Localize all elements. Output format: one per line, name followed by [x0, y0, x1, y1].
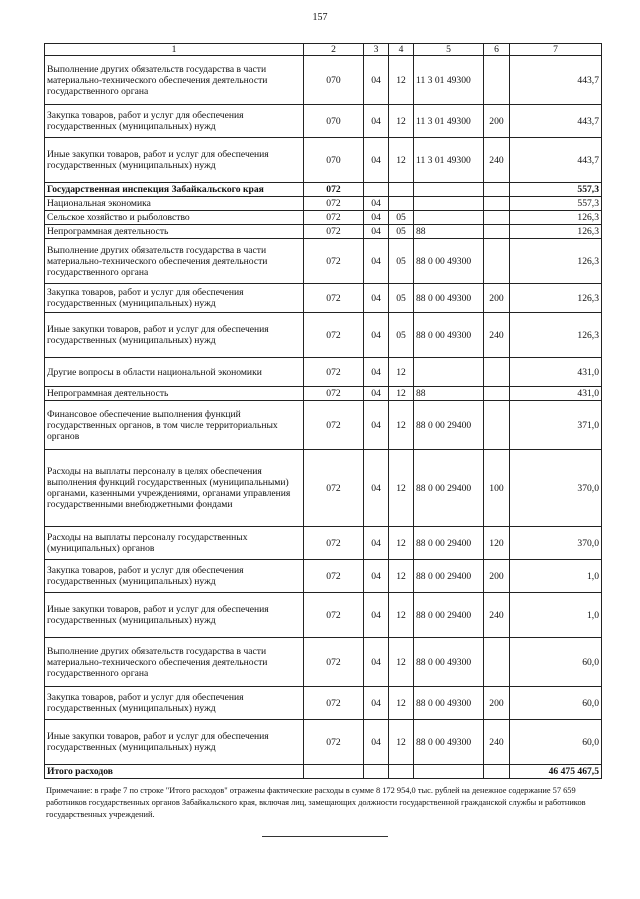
amount-cell: 60,0: [510, 720, 602, 765]
section-code-cell: 04: [364, 687, 389, 720]
subsection-code-cell: 12: [389, 450, 414, 527]
section-code-cell: 04: [364, 401, 389, 450]
amount-cell: 557,3: [510, 197, 602, 211]
expense-type-code-cell: 200: [484, 105, 510, 138]
department-code-cell: 070: [304, 105, 364, 138]
table-row: [45, 720, 602, 765]
amount-cell: 557,3: [510, 183, 602, 197]
expense-type-code-cell: 240: [484, 720, 510, 765]
subsection-code-cell: 12: [389, 720, 414, 765]
expense-type-code-cell: 200: [484, 284, 510, 313]
department-code-cell: 072: [304, 358, 364, 387]
table-row: [45, 183, 602, 197]
amount-cell: 431,0: [510, 387, 602, 401]
subsection-code-cell: 12: [389, 56, 414, 105]
expense-type-code-cell: [484, 358, 510, 387]
target-item-code-cell: [414, 197, 484, 211]
table-row: [45, 765, 602, 779]
expense-type-code-cell: [484, 387, 510, 401]
amount-cell: 60,0: [510, 687, 602, 720]
target-item-code-cell: 88 0 00 49300: [414, 638, 484, 687]
subsection-code-cell: 05: [389, 313, 414, 358]
expense-type-code-cell: 240: [484, 593, 510, 638]
subsection-code-cell: [389, 197, 414, 211]
expense-name-cell: Иные закупки товаров, работ и услуг для обеспечения государственных (муниципальных) нужд: [45, 313, 304, 358]
expense-type-code-cell: [484, 211, 510, 225]
table-row: [45, 138, 602, 183]
target-item-code-cell: 88: [414, 387, 484, 401]
section-code-cell: 04: [364, 593, 389, 638]
section-code-cell: 04: [364, 138, 389, 183]
expense-type-code-cell: 200: [484, 560, 510, 593]
table-row: [45, 358, 602, 387]
table-row: [45, 225, 602, 239]
table-row: [45, 687, 602, 720]
department-code-cell: 072: [304, 387, 364, 401]
target-item-code-cell: 88: [414, 225, 484, 239]
target-item-code-cell: 88 0 00 49300: [414, 239, 484, 284]
expenditure-table: [44, 43, 602, 779]
target-item-code-cell: 11 3 01 49300: [414, 56, 484, 105]
expense-name-cell: Расходы на выплаты персоналу в целях обеспечения выполнения функций государственных (муниципальными) органами, казенными учреждениями, органами управления государственными внебюджетными фондами: [45, 450, 304, 527]
amount-cell: 431,0: [510, 358, 602, 387]
department-code-cell: 072: [304, 183, 364, 197]
column-header: 2: [304, 44, 364, 56]
department-code-cell: 070: [304, 56, 364, 105]
table-row: [45, 284, 602, 313]
target-item-code-cell: 11 3 01 49300: [414, 105, 484, 138]
column-header: 1: [45, 44, 304, 56]
target-item-code-cell: 88 0 00 49300: [414, 720, 484, 765]
section-code-cell: 04: [364, 527, 389, 560]
target-item-code-cell: [414, 183, 484, 197]
section-code-cell: 04: [364, 211, 389, 225]
table-row: [45, 593, 602, 638]
expense-name-cell: Финансовое обеспечение выполнения функций государственных органов, в том числе территориальных органов: [45, 401, 304, 450]
subsection-code-cell: 12: [389, 527, 414, 560]
amount-cell: 126,3: [510, 225, 602, 239]
section-code-cell: 04: [364, 225, 389, 239]
section-code-cell: 04: [364, 197, 389, 211]
department-code-cell: 072: [304, 401, 364, 450]
column-header: 4: [389, 44, 414, 56]
target-item-code-cell: 88 0 00 29400: [414, 401, 484, 450]
amount-cell: 60,0: [510, 638, 602, 687]
department-code-cell: 072: [304, 687, 364, 720]
table-row: [45, 105, 602, 138]
expense-type-code-cell: [484, 638, 510, 687]
expense-type-code-cell: [484, 56, 510, 105]
expense-name-cell: Сельское хозяйство и рыболовство: [45, 211, 304, 225]
subsection-code-cell: 12: [389, 687, 414, 720]
column-header: 7: [510, 44, 602, 56]
subsection-code-cell: 12: [389, 593, 414, 638]
target-item-code-cell: 88 0 00 29400: [414, 527, 484, 560]
department-code-cell: 072: [304, 197, 364, 211]
table-row: [45, 211, 602, 225]
department-code-cell: 070: [304, 138, 364, 183]
expense-type-code-cell: [484, 401, 510, 450]
amount-cell: 443,7: [510, 56, 602, 105]
subsection-code-cell: 12: [389, 638, 414, 687]
subsection-code-cell: 05: [389, 225, 414, 239]
expense-name-cell: Закупка товаров, работ и услуг для обеспечения государственных (муниципальных) нужд: [45, 687, 304, 720]
expense-name-cell: Иные закупки товаров, работ и услуг для обеспечения государственных (муниципальных) нужд: [45, 593, 304, 638]
expense-name-cell: Непрограммная деятельность: [45, 225, 304, 239]
expense-name-cell: Иные закупки товаров, работ и услуг для обеспечения государственных (муниципальных) нужд: [45, 138, 304, 183]
separator-line: [262, 836, 388, 837]
subsection-code-cell: 05: [389, 239, 414, 284]
section-code-cell: 04: [364, 284, 389, 313]
department-code-cell: 072: [304, 720, 364, 765]
section-code-cell: [364, 765, 389, 779]
section-code-cell: 04: [364, 387, 389, 401]
subsection-code-cell: 05: [389, 284, 414, 313]
target-item-code-cell: [414, 211, 484, 225]
amount-cell: 443,7: [510, 105, 602, 138]
table-row: [45, 387, 602, 401]
amount-cell: 126,3: [510, 313, 602, 358]
subsection-code-cell: 05: [389, 211, 414, 225]
amount-cell: 1,0: [510, 560, 602, 593]
department-code-cell: 072: [304, 313, 364, 358]
footnote: Примечание: в графе 7 по строке "Итого расходов" отражены фактические расходы в сумме 8 172 954,0 тыс. рублей на денежное содержание 57 659 работников государственных органов Забайкальского края, включая лиц, замещающих должности государственной гражданской службы и работников государственных учреждений.: [46, 786, 586, 819]
expense-name-cell: Закупка товаров, работ и услуг для обеспечения государственных (муниципальных) нужд: [45, 284, 304, 313]
table-row: [45, 56, 602, 105]
department-code-cell: 072: [304, 239, 364, 284]
department-code-cell: 072: [304, 450, 364, 527]
subsection-code-cell: 12: [389, 358, 414, 387]
target-item-code-cell: [414, 765, 484, 779]
expense-name-cell: Непрограммная деятельность: [45, 387, 304, 401]
section-code-cell: 04: [364, 638, 389, 687]
target-item-code-cell: 88 0 00 29400: [414, 560, 484, 593]
table-row: [45, 401, 602, 450]
department-code-cell: 072: [304, 593, 364, 638]
expense-type-code-cell: 240: [484, 138, 510, 183]
expense-name-cell: Национальная экономика: [45, 197, 304, 211]
section-code-cell: 04: [364, 560, 389, 593]
table-row: [45, 239, 602, 284]
subsection-code-cell: [389, 765, 414, 779]
subsection-code-cell: 12: [389, 105, 414, 138]
amount-cell: 126,3: [510, 284, 602, 313]
expense-name-cell: Закупка товаров, работ и услуг для обеспечения государственных (муниципальных) нужд: [45, 560, 304, 593]
table-row: [45, 197, 602, 211]
target-item-code-cell: 88 0 00 49300: [414, 687, 484, 720]
target-item-code-cell: [414, 358, 484, 387]
amount-cell: 371,0: [510, 401, 602, 450]
amount-cell: 126,3: [510, 239, 602, 284]
expense-name-cell: Расходы на выплаты персоналу государственных (муниципальных) органов: [45, 527, 304, 560]
section-code-cell: 04: [364, 239, 389, 284]
target-item-code-cell: 88 0 00 29400: [414, 593, 484, 638]
subsection-code-cell: 12: [389, 560, 414, 593]
expense-name-cell: Выполнение других обязательств государства в части материально-технического обеспечения деятельности государственного органа: [45, 638, 304, 687]
department-code-cell: 072: [304, 560, 364, 593]
column-number-row: [45, 44, 602, 56]
expense-name-cell: Другие вопросы в области национальной экономики: [45, 358, 304, 387]
expense-name-cell: Выполнение других обязательств государства в части материально-технического обеспечения деятельности государственного органа: [45, 56, 304, 105]
section-code-cell: 04: [364, 358, 389, 387]
table-row: [45, 450, 602, 527]
section-code-cell: 04: [364, 720, 389, 765]
expense-name-cell: Государственная инспекция Забайкальского края: [45, 183, 304, 197]
section-code-cell: 04: [364, 105, 389, 138]
department-code-cell: 072: [304, 638, 364, 687]
amount-cell: 370,0: [510, 527, 602, 560]
table-row: [45, 527, 602, 560]
amount-cell: 126,3: [510, 211, 602, 225]
expense-name-cell: Выполнение других обязательств государства в части материально-технического обеспечения деятельности государственного органа: [45, 239, 304, 284]
subsection-code-cell: 12: [389, 401, 414, 450]
expense-type-code-cell: [484, 225, 510, 239]
expense-type-code-cell: 200: [484, 687, 510, 720]
section-code-cell: [364, 183, 389, 197]
amount-cell: 443,7: [510, 138, 602, 183]
expense-name-cell: Закупка товаров, работ и услуг для обеспечения государственных (муниципальных) нужд: [45, 105, 304, 138]
expense-type-code-cell: [484, 183, 510, 197]
amount-cell: 1,0: [510, 593, 602, 638]
amount-cell: 46 475 467,5: [510, 765, 602, 779]
section-code-cell: 04: [364, 56, 389, 105]
department-code-cell: 072: [304, 211, 364, 225]
expense-name-cell: Итого расходов: [45, 765, 304, 779]
subsection-code-cell: 12: [389, 138, 414, 183]
expense-type-code-cell: 240: [484, 313, 510, 358]
expense-name-cell: Иные закупки товаров, работ и услуг для обеспечения государственных (муниципальных) нужд: [45, 720, 304, 765]
expense-type-code-cell: [484, 197, 510, 211]
expense-type-code-cell: [484, 239, 510, 284]
subsection-code-cell: [389, 183, 414, 197]
section-code-cell: 04: [364, 313, 389, 358]
department-code-cell: 072: [304, 225, 364, 239]
subsection-code-cell: 12: [389, 387, 414, 401]
amount-cell: 370,0: [510, 450, 602, 527]
table-row: [45, 313, 602, 358]
department-code-cell: [304, 765, 364, 779]
target-item-code-cell: 88 0 00 49300: [414, 313, 484, 358]
page-number: 157: [312, 12, 328, 23]
table-row: [45, 638, 602, 687]
column-header: 6: [484, 44, 510, 56]
expense-type-code-cell: [484, 765, 510, 779]
target-item-code-cell: 88 0 00 49300: [414, 284, 484, 313]
target-item-code-cell: 88 0 00 29400: [414, 450, 484, 527]
department-code-cell: 072: [304, 284, 364, 313]
section-code-cell: 04: [364, 450, 389, 527]
column-header: 5: [414, 44, 484, 56]
table-row: [45, 560, 602, 593]
target-item-code-cell: 11 3 01 49300: [414, 138, 484, 183]
expense-type-code-cell: 120: [484, 527, 510, 560]
expense-type-code-cell: 100: [484, 450, 510, 527]
column-header: 3: [364, 44, 389, 56]
department-code-cell: 072: [304, 527, 364, 560]
